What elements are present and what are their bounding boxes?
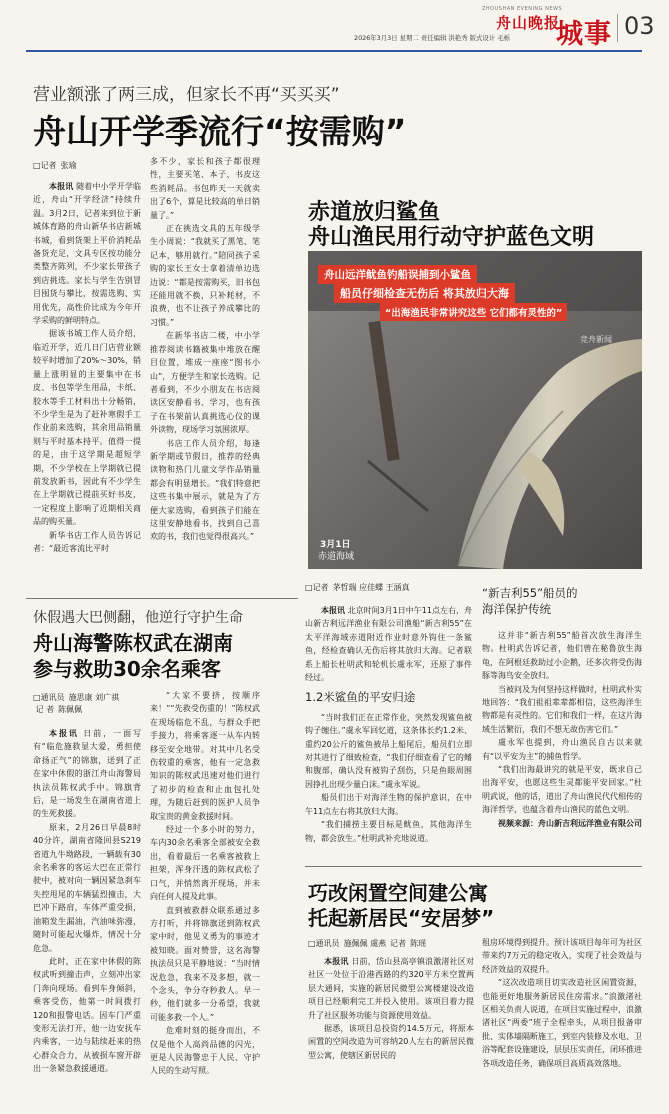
paragraph: 租房环境得到提升。预计该项目每年可为社区带来约7万元的稳定收入，实现了社会效益与经济效益的双提升。	[482, 938, 642, 974]
paragraph: 据该书城工作人员介绍，临近开学，近几日门店营业额较平时增加了20%～30%，销量上涨明显的主要集中在书皮、书包等学生用品，卡纸、胶水等手工材料出十分畅销，不少学生是为了赶补寒假手工作业前来选购，其余用品销量则与平时基本持平。值得一提的是，由于这学期是超短学期，不少学校在上学期就已提前发放新书，因此有不少学生在上学期就已提前买好书皮，一定程度上影响了近期相关商品的购买量。	[33, 329, 141, 527]
paragraph: 据悉，该项目总投资约14.5万元，将原本闲置的空间改造为可容纳20人左右的新居民微型公寓，使辖区新居民的	[308, 1024, 474, 1060]
paragraph: 本报讯 随着中小学开学临近，舟山“开学经济”持续升温。3月2日，记者来到位于新城体育路的舟山新华书店新城书城，看到货架上平价消耗品备货充足，文具专区按功能分类整齐陈列，不少家长带孩子到店挑选。家长与学生告别冒目囤货与攀比，按需选购、实用优先，高性价比成为今年开学采购的鲜明特点。	[33, 182, 142, 326]
page-number: 03	[624, 12, 655, 40]
paragraph: 虞永军也提到，舟山渔民自古以来就有“以平安为主”的捕鱼哲学。	[482, 738, 642, 761]
paragraph: 本报讯 日前，一面写有“临危施救显大爱，勇担使命扬正气”的锦旗，送到了正在家中休假的浙江舟山海警局执法员陈权武手中。锦旗背后，是一场发生在湖南省道上的生死救援。	[33, 729, 142, 819]
paragraph: 本报讯 日前，岱山县高亭镇浪激渚社区对社区一处位于沿港西路的约320平方米空置两层大通间，实施的新居民微型公寓楼建设改造项目已经顺利完工并投入使用。该项目着力提升了社区服务功能与资源使用效益。	[308, 957, 474, 1020]
article1-kicker: 营业额涨了两三成，但家长不再“买买买”	[33, 85, 340, 105]
article3-subhead-1: 1.2米鲨鱼的平安归途	[305, 690, 416, 705]
article3-col1	[305, 604, 472, 845]
paragraph: 直到被救群众联系通过多方打听，并将锦旗送到陈权武家中时，他见义勇为的事迹才被知晓。面对赞誉，这名海警执法员只是平静地说：“当时情况危急，我来不及多想，就一个念头，争分夺秒救人。早一秒，他们就多一分希望，我就可能多救一个人。”	[150, 905, 260, 1022]
article2-col1	[33, 727, 141, 1076]
paragraph: 新华书店工作人员告诉记者：“最近客流比平时	[33, 530, 141, 553]
section-name: 城事	[556, 19, 612, 50]
paragraph: 视频来源：舟山新吉利远洋渔业有限公司	[498, 818, 642, 828]
article4-col2	[482, 936, 642, 1070]
article3-col2	[482, 629, 642, 830]
paragraph: 书店工作人员介绍，每逢新学期或节假日，推荐的经典读物和热门儿童文学作品销量都会有明显增长。“我们特意把这些书集中展示，就是为了方便大家选购，看到孩子们能在这里安静地看书，找到自己喜欢的书，我们也觉得很高兴。”	[150, 438, 260, 542]
paragraph: 在新华书店二楼，中小学推荐阅读书籍被集中堆放在醒目位置，堆成一座座“图书小山”，方便学生和家长选购。记者看到，不少小朋友在书店阅读区安静看书、学习，也有孩子在书架前认真挑选心仪的课外读物，现场学习氛围浓厚。	[150, 331, 260, 435]
paragraph: 正在挑选文具的五年级学生小周说：“我就买了黑笔、笔记本，够用就行。”陪同孩子采购的家长王女士拿着清单边选边说：“都是按需购买，旧书包还能用就不换，只补耗材，不浪费，也不让孩子养成攀比的习惯。”	[150, 224, 260, 327]
article2-headline-1: 舟山海警陈权武在湖南	[33, 631, 233, 655]
article2-kicker: 休假遇大巴侧翻，他逆行守护生命	[33, 610, 243, 626]
article2-headline-2: 参与救助30余名乘客	[33, 657, 221, 681]
paragraph: “这次改造项目切实改造社区闲置资源，也能更好地服务新居民住房需求。”浪激渚社区相关负责人说道，在项目实施过程中，浪激渚社区“两委”班子全程牵头，从项目报备审批、实体墙隔断施工，到室内装修及水电、卫浴等配套设施建设，层层压实责任，闭环推进各项改造任务，确保项目高质高效落地。	[482, 978, 642, 1068]
paragraph: 危难时刻的挺身而出，不仅是他个人高尚品德的闪光，更是人民海警忠于人民、守护人民的生动写照。	[150, 1026, 260, 1076]
article1-col1	[33, 180, 141, 555]
article3-headline-1: 赤道放归鲨鱼	[308, 200, 441, 225]
article4-headline-1: 巧改闲置空间建公寓	[308, 881, 488, 905]
article2-byline: □通讯员 施思康 刘广祺 记 者 陈佩佩	[33, 693, 120, 714]
paragraph: 经过一个多小时的努力，车内30余名乘客全部被安全救出，看着最后一名乘客被救上担架，浑身汗透的陈权武松了口气，并悄然离开现场，并未向任何人提及此事。	[150, 825, 260, 902]
byline-name: 张瑜	[60, 161, 77, 170]
paragraph: “我们出海最讲究的就是平安，既求自己出海平安，也愿这些生灵都能平安回家。”杜明武说，他的话，道出了舟山渔民代代相传的海洋哲学，也蕴含着舟山渔民的蓝色文明。	[482, 765, 642, 815]
article1-col2	[150, 155, 260, 544]
paragraph: 船员们出于对海洋生物的保护意识，在中午11点左右将其放归大海。	[305, 793, 472, 816]
paragraph: “大家不要挤，按顺序来！”“先救受伤重的！”陈权武在现场临危不乱，与群众手把手接力，将乘客逐一从车内转移至安全地带。对其中几名受伤较重的乘客，他有一定急救知识的陈权武迅速对他们进行了初步的检查和止血包扎处理，为随后赶到的医护人员争取宝贵的黄金救援时间。	[150, 691, 260, 821]
article3-headline-2: 舟山渔民用行动守护蓝色文明	[308, 225, 595, 250]
byline-role: □记者	[33, 161, 57, 170]
divider	[305, 866, 642, 867]
article3-byline: □记者 茅哲瑞 应佳蝶 王涵真	[305, 583, 410, 592]
paragraph: 本报讯 北京时间3月1日中午11点左右，舟山新吉利远洋渔业有限公司渔船“新吉利55”在太平洋海域赤道附近作业时意外钩住一条鲨鱼，经检查确认无伤后将其放归大海。记者联系上船长杜明武和轮机长虞永军，还原了事件经过。	[305, 606, 472, 683]
paragraph: 当被问及为何坚持这样做时，杜明武朴实地回答：“我们祖祖辈辈都相信，这些海洋生物都是有灵性的。它们和我们一样，在这片海域生活繁衍，我们不想无故伤害它们。”	[482, 684, 642, 734]
masthead-logo: 舟山晚报	[496, 14, 561, 32]
article1-headline: 舟山开学季流行“按需购”	[33, 112, 407, 151]
article3-subhead-2b: 海洋保护传统	[482, 602, 551, 616]
paragraph: 多不少，家长和孩子都很理性，主要买笔、本子、书皮这些消耗品。书包昨天一天就卖出了6个，算是比较高的单日销量了。”	[150, 157, 260, 220]
article1-byline	[33, 160, 81, 171]
article4-col1	[308, 955, 474, 1062]
photo-watermark: 竞舟新闻	[580, 335, 612, 344]
paragraph: 此时，正在家中休假的陈权武听到撞击声，立刻冲出家门奔向现场。看到车身倾斜，乘客受伤，他第一时间拨打120和报警电话。因车门严重变形无法打开，他一边安抚车内乘客，一边与陆续赶来的热心群众合力，从被损车窗开辟出一条紧急救援通道。	[33, 956, 141, 1074]
masthead-english: ZHOUSHAN EVENING NEWS	[482, 6, 563, 12]
top-rule	[26, 50, 642, 52]
photo-caption-2: 船员仔细检查无伤后 将其放归大海	[334, 283, 515, 303]
paragraph: 这并非“新吉利55”船首次放生海洋生物。杜明武告诉记者，他们曾在秘鲁放生海龟，在阿根廷救助过小企鹅，还多次将受伤海豚等海鸟安全放归。	[482, 631, 642, 681]
photo-caption-1: 舟山远洋鱿鱼钓船误捕到小鲨鱼	[318, 265, 477, 284]
paragraph: “当时我们正在正常作业，突然发现鲨鱼被钩子缠住。”虞永军回忆道，这条体长约1.2米、重约20公斤的鲨鱼被吊上船尾后，船员们立即对其进行了细致检查，“我们仔细查看了它的鳍和腹部，确认没有被钩子刮伤，只是鱼眼周围因挣扎出现少量白沫。”虞永军说。	[305, 712, 472, 789]
paragraph: “我们捕捞主要目标是鱿鱼，其他海洋生物，都会放生。”杜明武补充地说道。	[305, 820, 472, 843]
article4-byline: □通讯员 施佩佩 虞燕 记者 陈瑶	[308, 939, 427, 948]
paragraph: 原来，2月26日早晨8时40分许，湖南省隆回县S219省道九牛坳路段，一辆载有30余名乘客的客运大巴在正常行驶中，被对向一辆因紧急刹车失控甩尾的车辆猛烈撞击，大巴冲下路肩，车体严重受损，油箱发生漏油，汽油味弥漫，随时可能起火爆炸，情况十分危急。	[33, 822, 141, 953]
photo-date: 3月1日	[320, 540, 351, 550]
article3-subhead-2a: “新吉利55”船员的	[482, 586, 578, 600]
divider	[26, 598, 298, 599]
article2-col2	[150, 689, 260, 1078]
photo-caption-3: “出海渔民非常讲究这些 它们都有灵性的”	[380, 303, 567, 321]
masthead-divider	[617, 14, 618, 42]
article4-headline-2: 托起新居民“安居梦”	[308, 906, 495, 930]
dateline: 2026年3月3日 星期二 责任编辑 洪艳秀 版式设计 毛栎	[354, 34, 510, 42]
photo-place: 赤道海域	[318, 552, 355, 562]
